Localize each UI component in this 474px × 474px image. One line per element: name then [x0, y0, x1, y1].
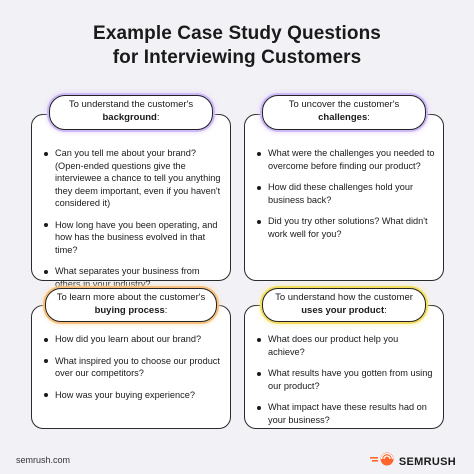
pill-text-line: To understand the customer's — [68, 99, 194, 110]
title-line-2: for Interviewing Customers — [112, 47, 362, 68]
pill-text-line: To uncover the customer's — [288, 99, 400, 110]
semrush-logo-icon — [369, 452, 395, 471]
list-item: How long have you been operating, and how has the business evolved in that time? — [44, 219, 224, 257]
footer-url[interactable]: semrush.com — [16, 455, 71, 465]
pill-text-line: To understand how the customer — [275, 292, 413, 303]
question-list — [257, 147, 437, 249]
pill-bold-text: buying process — [94, 304, 165, 316]
pill-bold-text: background — [102, 111, 157, 123]
pill-bold-text: challenges — [318, 111, 368, 123]
label-pill-uses-product — [262, 288, 426, 322]
list-item: How was your buying experience? — [44, 389, 224, 402]
brand-name: SEMRUSH — [398, 455, 456, 468]
title-line-1: Example Case Study Questions — [93, 23, 381, 44]
pill-bold-text: uses your product — [301, 304, 385, 316]
label-pill-buying-process — [45, 288, 217, 322]
question-list — [44, 147, 224, 299]
list-item: What were the challenges you needed to overcome before finding our product? — [257, 147, 437, 172]
label-pill-challenges — [262, 95, 426, 130]
card-buying-process — [31, 305, 231, 429]
list-item: What impact have these results had on your business? — [257, 401, 437, 426]
card-challenges — [244, 111, 444, 281]
list-item: What does our product help you achieve? — [257, 333, 437, 358]
card-uses-product — [244, 305, 444, 429]
list-item: How did these challenges hold your business back? — [257, 181, 437, 206]
list-item: What inspired you to choose our product over our competitors? — [44, 355, 224, 380]
brand-logo — [369, 452, 456, 471]
label-pill-background — [49, 95, 213, 130]
pill-colon: : — [164, 304, 168, 316]
pill-colon: : — [367, 111, 370, 123]
list-item: Can you tell me about your brand? (Open-ended questions give the interviewee a chance to tell you anything they deem important, even if you haven't considered it) — [44, 147, 224, 210]
list-item: What separates your business from others in your industry? — [44, 265, 224, 290]
card-background — [31, 111, 231, 289]
list-item: How did you learn about our brand? — [44, 333, 224, 346]
list-item: Did you try other solutions? What didn't work well for you? — [257, 215, 437, 240]
pill-text-line: To learn more about the customer's — [56, 292, 206, 303]
list-item: What results have you gotten from using our product? — [257, 367, 437, 392]
question-list — [44, 333, 224, 410]
pill-colon: : — [384, 304, 387, 316]
page-title — [0, 22, 474, 70]
pill-colon: : — [156, 111, 160, 123]
question-list — [257, 333, 437, 435]
